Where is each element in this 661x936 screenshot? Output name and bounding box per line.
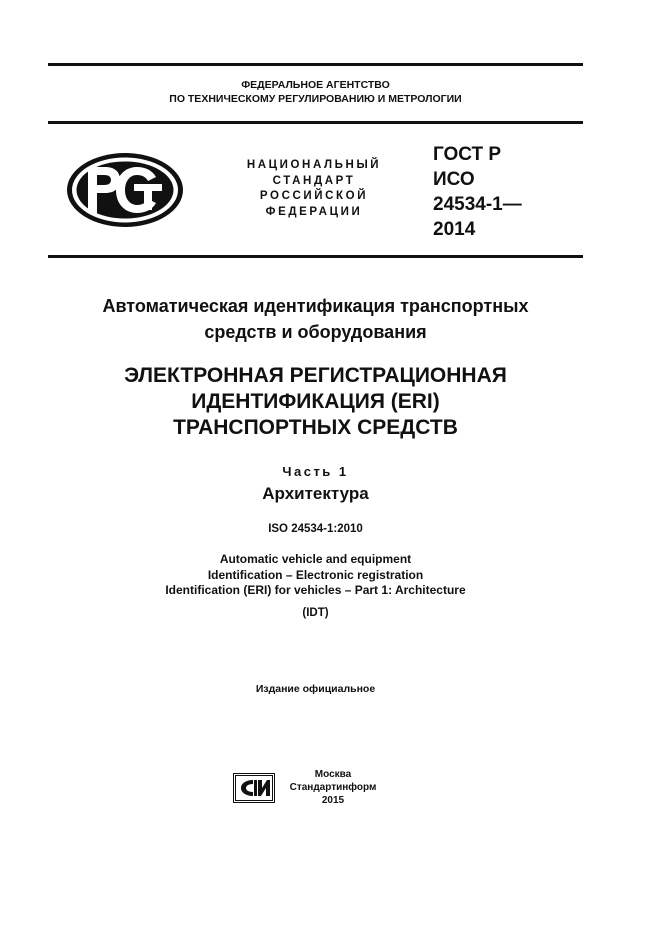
subject-line-1: Автоматическая идентификация транспортных	[102, 296, 529, 316]
standartinform-logo	[233, 773, 275, 803]
title-line-3: ТРАНСПОРТНЫХ СРЕДСТВ	[173, 416, 458, 439]
document-title	[48, 363, 583, 441]
english-line-1: Automatic vehicle and equipment	[219, 552, 412, 566]
publisher-name: Стандартинформ	[289, 782, 377, 793]
block-bottom-rule	[48, 255, 583, 258]
iso-reference: ISO 24534-1:2010	[268, 523, 363, 535]
part-label: Часть 1	[282, 464, 349, 479]
part-name: Архитектура	[262, 484, 369, 503]
subject-line-2: средств и оборудования	[204, 322, 427, 342]
top-rule	[48, 63, 583, 66]
english-title	[48, 552, 583, 599]
national-line-2: СТАНДАРТ	[272, 174, 356, 187]
national-line-1: НАЦИОНАЛЬНЫЙ	[246, 159, 382, 171]
edition-note: Издание официальное	[255, 683, 376, 695]
agency-line-2: ПО ТЕХНИЧЕСКОМУ РЕГУЛИРОВАНИЮ И МЕТРОЛОГИИ	[169, 93, 462, 105]
subject-heading	[48, 293, 583, 345]
agency-name	[48, 78, 583, 106]
national-line-3: РОССИЙСКОЙ	[259, 190, 369, 202]
equivalence-marker: (IDT)	[302, 607, 329, 619]
publisher-city: Москва	[314, 769, 352, 780]
title-line-1: ЭЛЕКТРОННАЯ РЕГИСТРАЦИОННАЯ	[124, 364, 507, 387]
designation-line-3: 24534-1—	[433, 194, 522, 215]
english-line-3: Identification (ERI) for vehicles – Part 1: Architecture	[165, 583, 466, 598]
agency-line-1: ФЕДЕРАЛЬНОЕ АГЕНТСТВО	[241, 79, 390, 91]
national-line-4: ФЕДЕРАЦИИ	[265, 205, 363, 218]
national-standard-label	[228, 158, 400, 220]
header-rule	[48, 121, 583, 124]
standard-designation	[433, 142, 522, 242]
english-line-2: Identification – Electronic registration	[207, 567, 424, 582]
publication-year: 2015	[321, 795, 345, 806]
designation-line-1: ГОСТ Р	[433, 144, 502, 165]
publisher-info	[282, 768, 384, 807]
title-line-2: ИДЕНТИФИКАЦИЯ (ERI)	[191, 390, 440, 413]
rst-logo	[64, 150, 186, 230]
designation-line-2: ИСО	[433, 169, 475, 190]
designation-line-4: 2014	[433, 219, 476, 240]
